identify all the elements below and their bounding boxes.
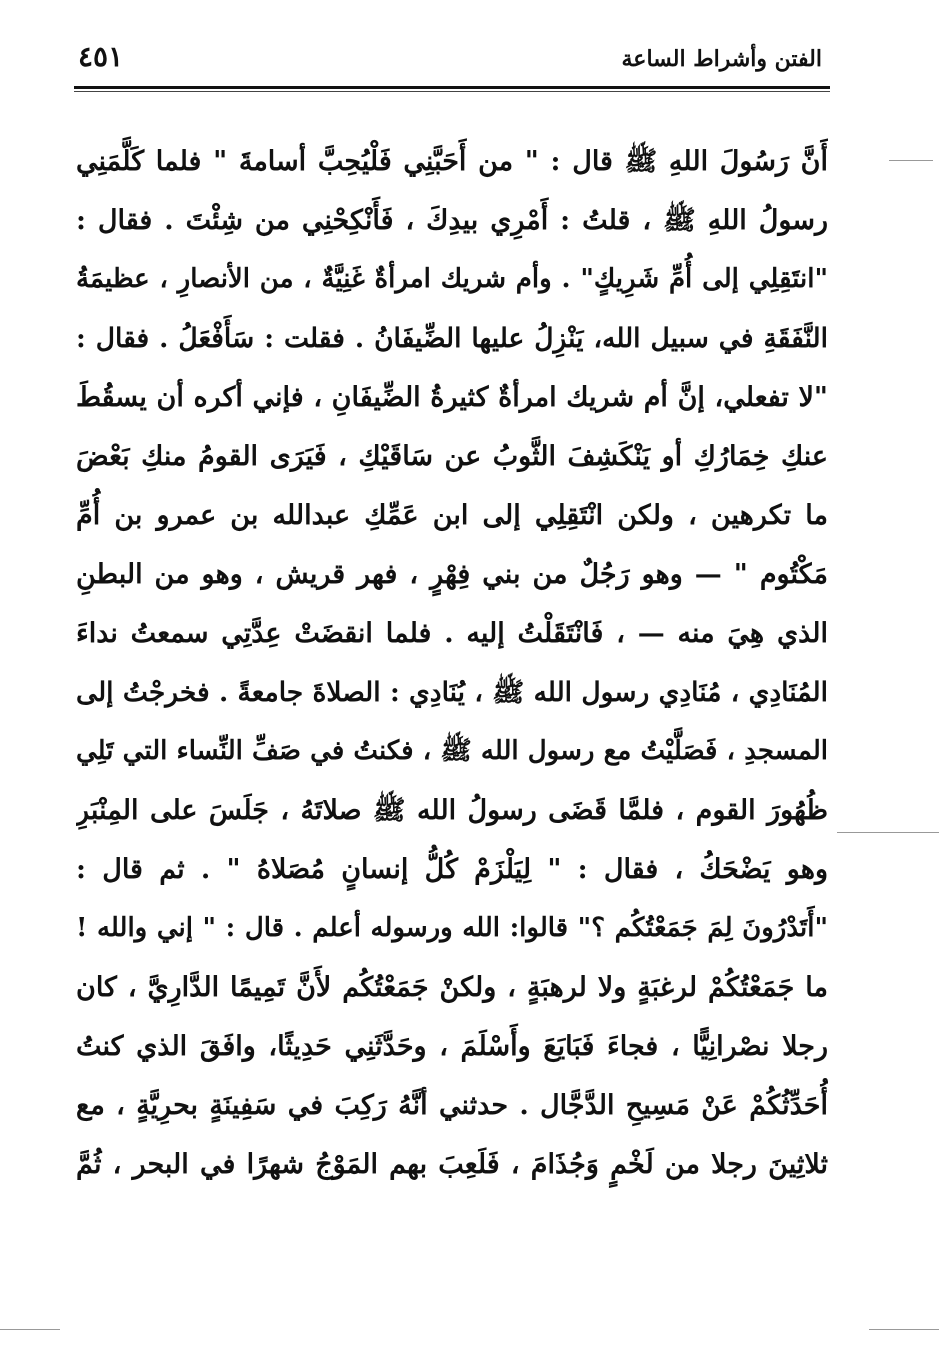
text-line-7: ما تكرهين ، ولكن انْتَقِلِي إلى ابن عَمِّكِ عبدالله بن عمرو بن أُمِّ — [76, 500, 828, 531]
page-number: ٤٥١ — [78, 40, 124, 73]
text-line-6: عنكِ خِمَارُكِ أو يَنْكَشِفَ الثَّوبُ عن سَاقَيْكِ ، فَيَرَى القومُ منكِ بَعْضَ — [76, 441, 828, 472]
scan-margin-mark — [837, 832, 939, 833]
text-line-17: أُحَدِّثُكُمْ عَنْ مَسِيحِ الدَّجَّال . حدثني أنَّهُ رَكِبَ في سَفِينَةٍ بحرِيَّةٍ ، مع — [76, 1090, 828, 1121]
text-line-14: "أَتَدْرُونَ لِمَ جَمَعْتُكُم ؟" قالوا: الله ورسوله أعلم . قال : " إني والله ! — [76, 913, 828, 943]
text-line-8: مَكْتُوم " — وهو رَجُلٌ من بني فِهْرٍ ، فهر قريش ، وهو من البطنِ — [76, 559, 828, 590]
scan-margin-mark — [869, 1329, 939, 1330]
text-line-3: "انتَقِلِي إلى أُمِّ شَرِيكٍ" . وأم شريك امرأةٌ غَنِيَّةٌ ، من الأنصارِ ، عظيمَةُ — [76, 264, 828, 294]
text-line-9: الذي هِيَ منه — ، فَانْتَقَلْتُ إليه . فلما انقضَتْ عِدَّتِي سمعتُ نداءَ — [76, 618, 828, 649]
scan-margin-mark — [889, 160, 933, 161]
text-line-18: ثلاثِينَ رجلا من لَخْمٍ وَجُذَامَ ، فَلَعِبَ بهم المَوْجُ شهرًا في البحر ، ثُمَّ — [76, 1149, 828, 1180]
text-line-13: وهو يَضْحَكُ ، فقال : " لِيَلْزَمْ كُلُّ إنسانٍ مُصَلاهُ " . ثم قال : — [76, 854, 828, 885]
scan-margin-mark — [0, 1329, 60, 1330]
header-rule-thin — [74, 91, 830, 92]
running-title: الفتن وأشراط الساعة — [621, 46, 822, 72]
header-rule — [74, 86, 830, 89]
text-line-16: رجلا نصْرانِيًّا ، فجاءَ فَبَايَعَ وأَسْلَمَ ، وحَدَّثَنِي حَدِيثًا، وافَقَ الذي كنتُ — [76, 1031, 828, 1062]
text-line-5: "لا تفعلي، إنَّ أم شريك امرأةٌ كثيرةُ الضِّيفَانِ ، فإني أكره أن يسقُطَ — [76, 382, 828, 413]
page-header — [74, 36, 826, 84]
text-line-15: ما جَمَعْتُكُمْ لرغبَةٍ ولا لرهبَةٍ ، ولكنْ جَمَعْتُكُم لأَنَّ تَمِيمًا الدَّارِيَّ ، كان — [76, 972, 828, 1003]
text-line-4: النَّفَقَةِ في سبيل الله، يَنْزِلُ عليها الضِّيفَانُ . فقلت : سَأَفْعَلُ . فقال : — [76, 323, 828, 354]
text-line-2: رسولُ اللهِ ﷺ ، قلتُ : أَمْرِي بيدِكَ ، فَأَنْكِحْنِي من شِئْتَ . فقال : — [76, 205, 828, 236]
text-line-10: المُنَادِي ، مُنَادِي رسول الله ﷺ ، يُنَادِي : الصلاةَ جامعةً . فخرجْتُ إلى — [76, 677, 828, 708]
text-line-12: ظُهُورَ القوم ، فلمَّا قَضَى رسولُ الله ﷺ صلاتَهُ ، جَلَسَ على المِنْبَرِ — [76, 795, 828, 826]
text-line-1: أَنَّ رَسُولَ اللهِ ﷺ قال : " من أَحَبَّنِي فَلْيُحِبَّ أسامةَ " فلما كَلَّمَنِي — [76, 146, 828, 177]
body-text — [76, 132, 828, 1194]
text-line-11: المسجدِ ، فَصَلَّيْتُ مع رسول الله ﷺ ، فكنتُ في صَفِّ النِّساء التي تَلِي — [76, 736, 828, 766]
